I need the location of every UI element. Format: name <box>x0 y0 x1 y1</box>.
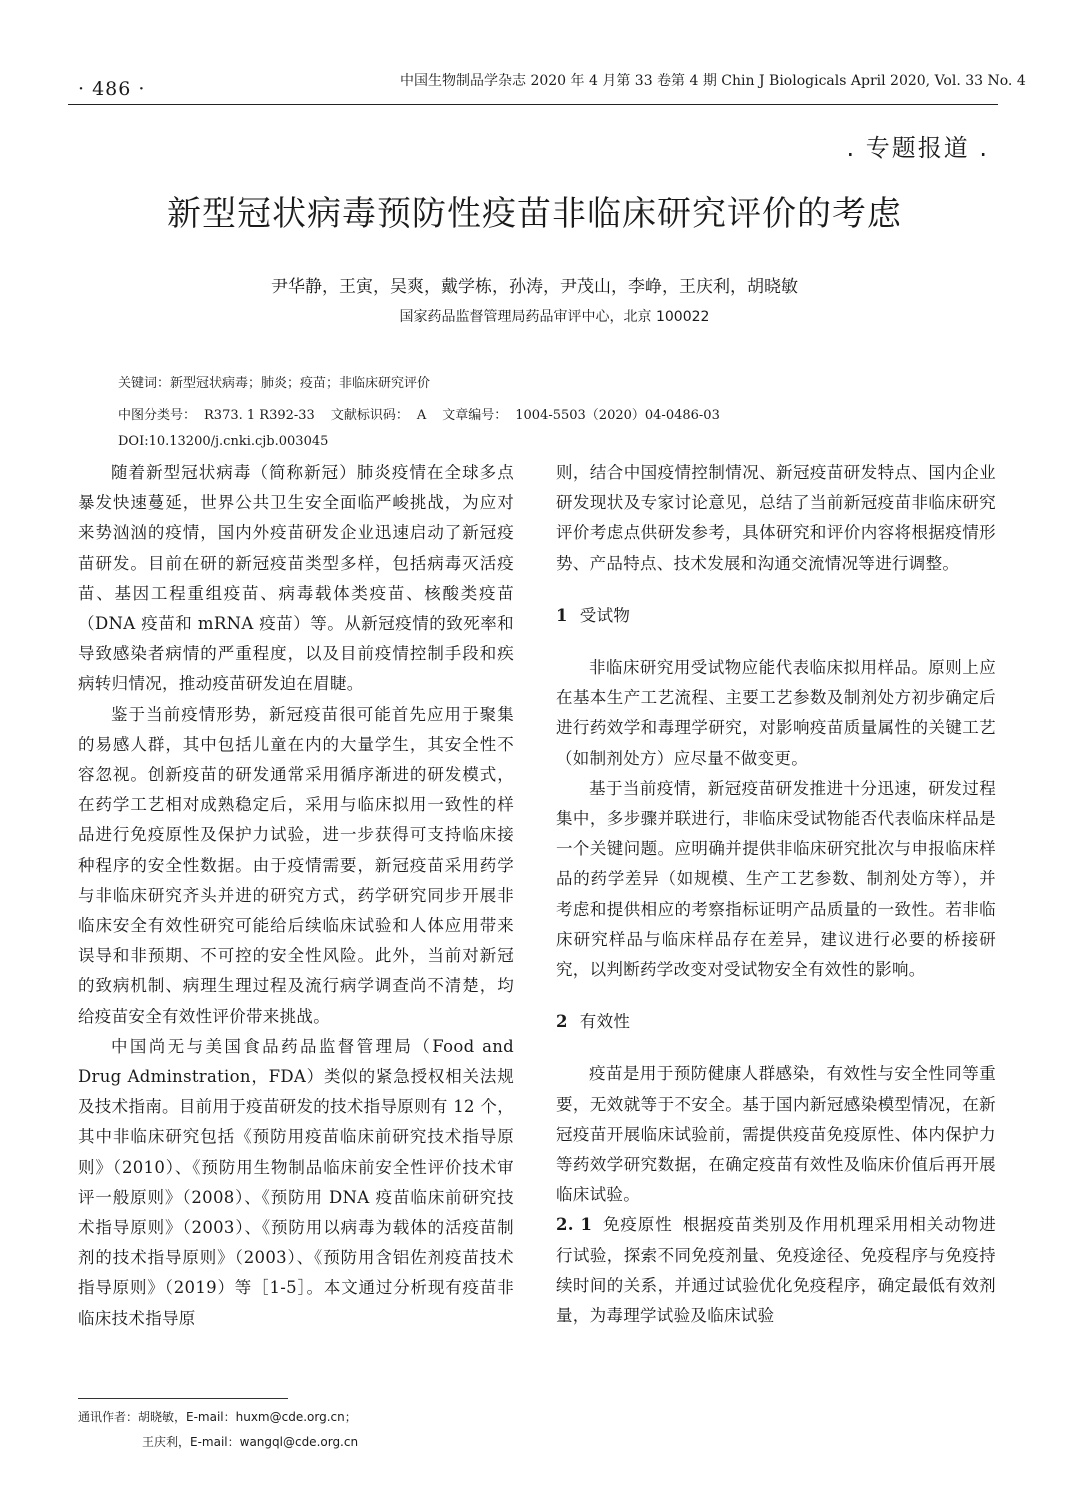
body-paragraph: 基于当前疫情，新冠疫苗研发推进十分迅速，研发过程集中，多步骤并联进行，非临床受试物能否代表临床样品是一个关键问题。应明确并提供非临床研究批次与申报临床样品的药学差异（如规模、生产工艺参数、制剂处方等），并考虑和提供相应的考察指标证明产品质量的一致性。若非临床研究样品与临床样品存在差异，建议进行必要的桥接研究，以判断药学改变对受试物安全有效性的影响。 <box>556 778 996 980</box>
column-label: . 专题报道 . <box>846 134 989 162</box>
subsection-text: 根据疫苗类别及作用机理采用相关动物进行试验，探索不同免疫剂量、免疫途径、免疫程序与免疫持续时间的关系，并通过试验优化免疫程序，确定最低有效剂量，为毒理学试验及临床试验 <box>556 1215 996 1326</box>
subsection-number: 2. 1 <box>556 1215 593 1235</box>
journal-header: 中国生物制品学杂志 2020 年 4 月第 33 卷第 4 期 Chin J Biologicals April 2020, Vol. 33 No. 4 <box>400 73 1026 89</box>
page-number: · 486 · <box>78 78 146 100</box>
doc-code-label: 文献标识码： <box>330 408 409 423</box>
author-list: 尹华静，王寅，吴爽，戴学栋，孙涛，尹茂山，李峥，王庆利，胡晓敏 <box>271 277 798 297</box>
footnote-line: 通讯作者：胡晓敏，E-mail：huxm@cde.org.cn； <box>78 1410 357 1424</box>
body-paragraph: 非临床研究用受试物应能代表临床拟用样品。原则上应在基本生产工艺流程、主要工艺参数及制剂处方初步确定后进行药效学和毒理学研究，对影响疫苗质量属性的关键工艺（如制剂处方）应尽量不做变更。 <box>556 658 996 768</box>
footnote-divider <box>78 1398 288 1399</box>
keywords-value: 新型冠状病毒；肺炎；疫苗；非临床研究评价 <box>170 376 431 391</box>
clc-label: 中图分类号： <box>118 408 197 423</box>
body-paragraph: 则，结合中国疫情控制情况、新冠疫苗研发特点、国内企业研发现状及专家讨论意见，总结了当前新冠疫苗非临床研究评价考虑点供研发参考，具体研究和评价内容将根据疫情形势、产品特点、技术发展和沟通交流情况等进行调整。 <box>556 463 996 573</box>
section-title: 受试物 <box>579 605 631 625</box>
clc-value: R373. 1 R392-33 <box>204 408 315 423</box>
body-paragraph: 疫苗是用于预防健康人群感染，有效性与安全性同等重要，无效就等于不安全。基于国内新冠感染模型情况，在新冠疫苗开展临床试验前，需提供疫苗免疫原性、体内保护力等药效学研究数据，在确定疫苗有效性及临床价值后再开展临床试验。 <box>556 1064 996 1205</box>
doc-code-value: A <box>416 408 427 423</box>
classification-line <box>118 404 720 423</box>
affiliation: 国家药品监督管理局药品审评中心，北京 100022 <box>399 309 710 325</box>
subsection-title: 免疫原性 <box>602 1215 673 1235</box>
right-column <box>556 458 996 1331</box>
subsection-paragraph <box>556 1210 996 1331</box>
article-no-value: 1004-5503（2020）04-0486-03 <box>515 408 720 423</box>
keywords-label: 关键词： <box>118 376 171 391</box>
section-number: 1 <box>556 605 568 625</box>
doi: DOI:10.13200/j.cnki.cjb.003045 <box>118 434 329 449</box>
header-divider <box>68 104 998 105</box>
footnote-line: 王庆利，E-mail：wangql@cde.org.cn <box>142 1435 359 1449</box>
section-title: 有效性 <box>579 1012 631 1032</box>
section-heading <box>556 1007 996 1037</box>
section-number: 2 <box>556 1012 568 1032</box>
section-heading <box>556 601 996 631</box>
keywords-line <box>118 372 430 391</box>
article-title: 新型冠状病毒预防性疫苗非临床研究评价的考虑 <box>167 194 902 234</box>
body-paragraph: 中国尚无与美国食品药品监督管理局（Food and Drug Adminstration，FDA）类似的紧急授权相关法规及技术指南。目前用于疫苗研发的技术指导原则有 12 个，其中非临床研究包括《预防用疫苗临床前研究技术指导原则》（2010）、《预防用生物制品临床前安全性评价技术审评一般原则》（2008）、《预防用 DNA 疫苗临床前研究技术指导原则》（2003）、《预防用以病毒为载体的活疫苗制剂的技术指导原则》（2003）、《预防用含铝佐剂疫苗技术指导原则》（2019）等［1-5］。本文通过分析现有疫苗非临床技术指导原 <box>78 1036 514 1328</box>
article-no-label: 文章编号： <box>442 408 508 423</box>
left-column <box>78 458 514 1334</box>
body-paragraph: 随着新型冠状病毒（简称新冠）肺炎疫情在全球多点暴发快速蔓延，世界公共卫生安全面临严峻挑战，为应对来势汹汹的疫情，国内外疫苗研发企业迅速启动了新冠疫苗研发。目前在研的新冠疫苗类型多样，包括病毒灭活疫苗、基因工程重组疫苗、病毒载体类疫苗、核酸类疫苗（DNA 疫苗和 mRNA 疫苗）等。从新冠疫情的致死率和导致感染者病情的严重程度，以及目前疫情控制手段和疾病转归情况，推动疫苗研发迫在眉睫。 <box>78 463 514 694</box>
body-paragraph: 鉴于当前疫情形势，新冠疫苗很可能首先应用于聚集的易感人群，其中包括儿童在内的大量学生，其安全性不容忽视。创新疫苗的研发通常采用循序渐进的研发模式，在药学工艺相对成熟稳定后，采用与临床拟用一致性的样品进行免疫原性及保护力试验，进一步获得可支持临床接种程序的安全性数据。由于疫情需要，新冠疫苗采用药学与非临床研究齐头并进的研究方式，药学研究同步开展非临床安全有效性研究可能给后续临床试验和人体应用带来误导和非预期、不可控的安全性风险。此外，当前对新冠的致病机制、病理生理过程及流行病学调查尚不清楚，均给疫苗安全有效性评价带来挑战。 <box>78 704 514 1026</box>
